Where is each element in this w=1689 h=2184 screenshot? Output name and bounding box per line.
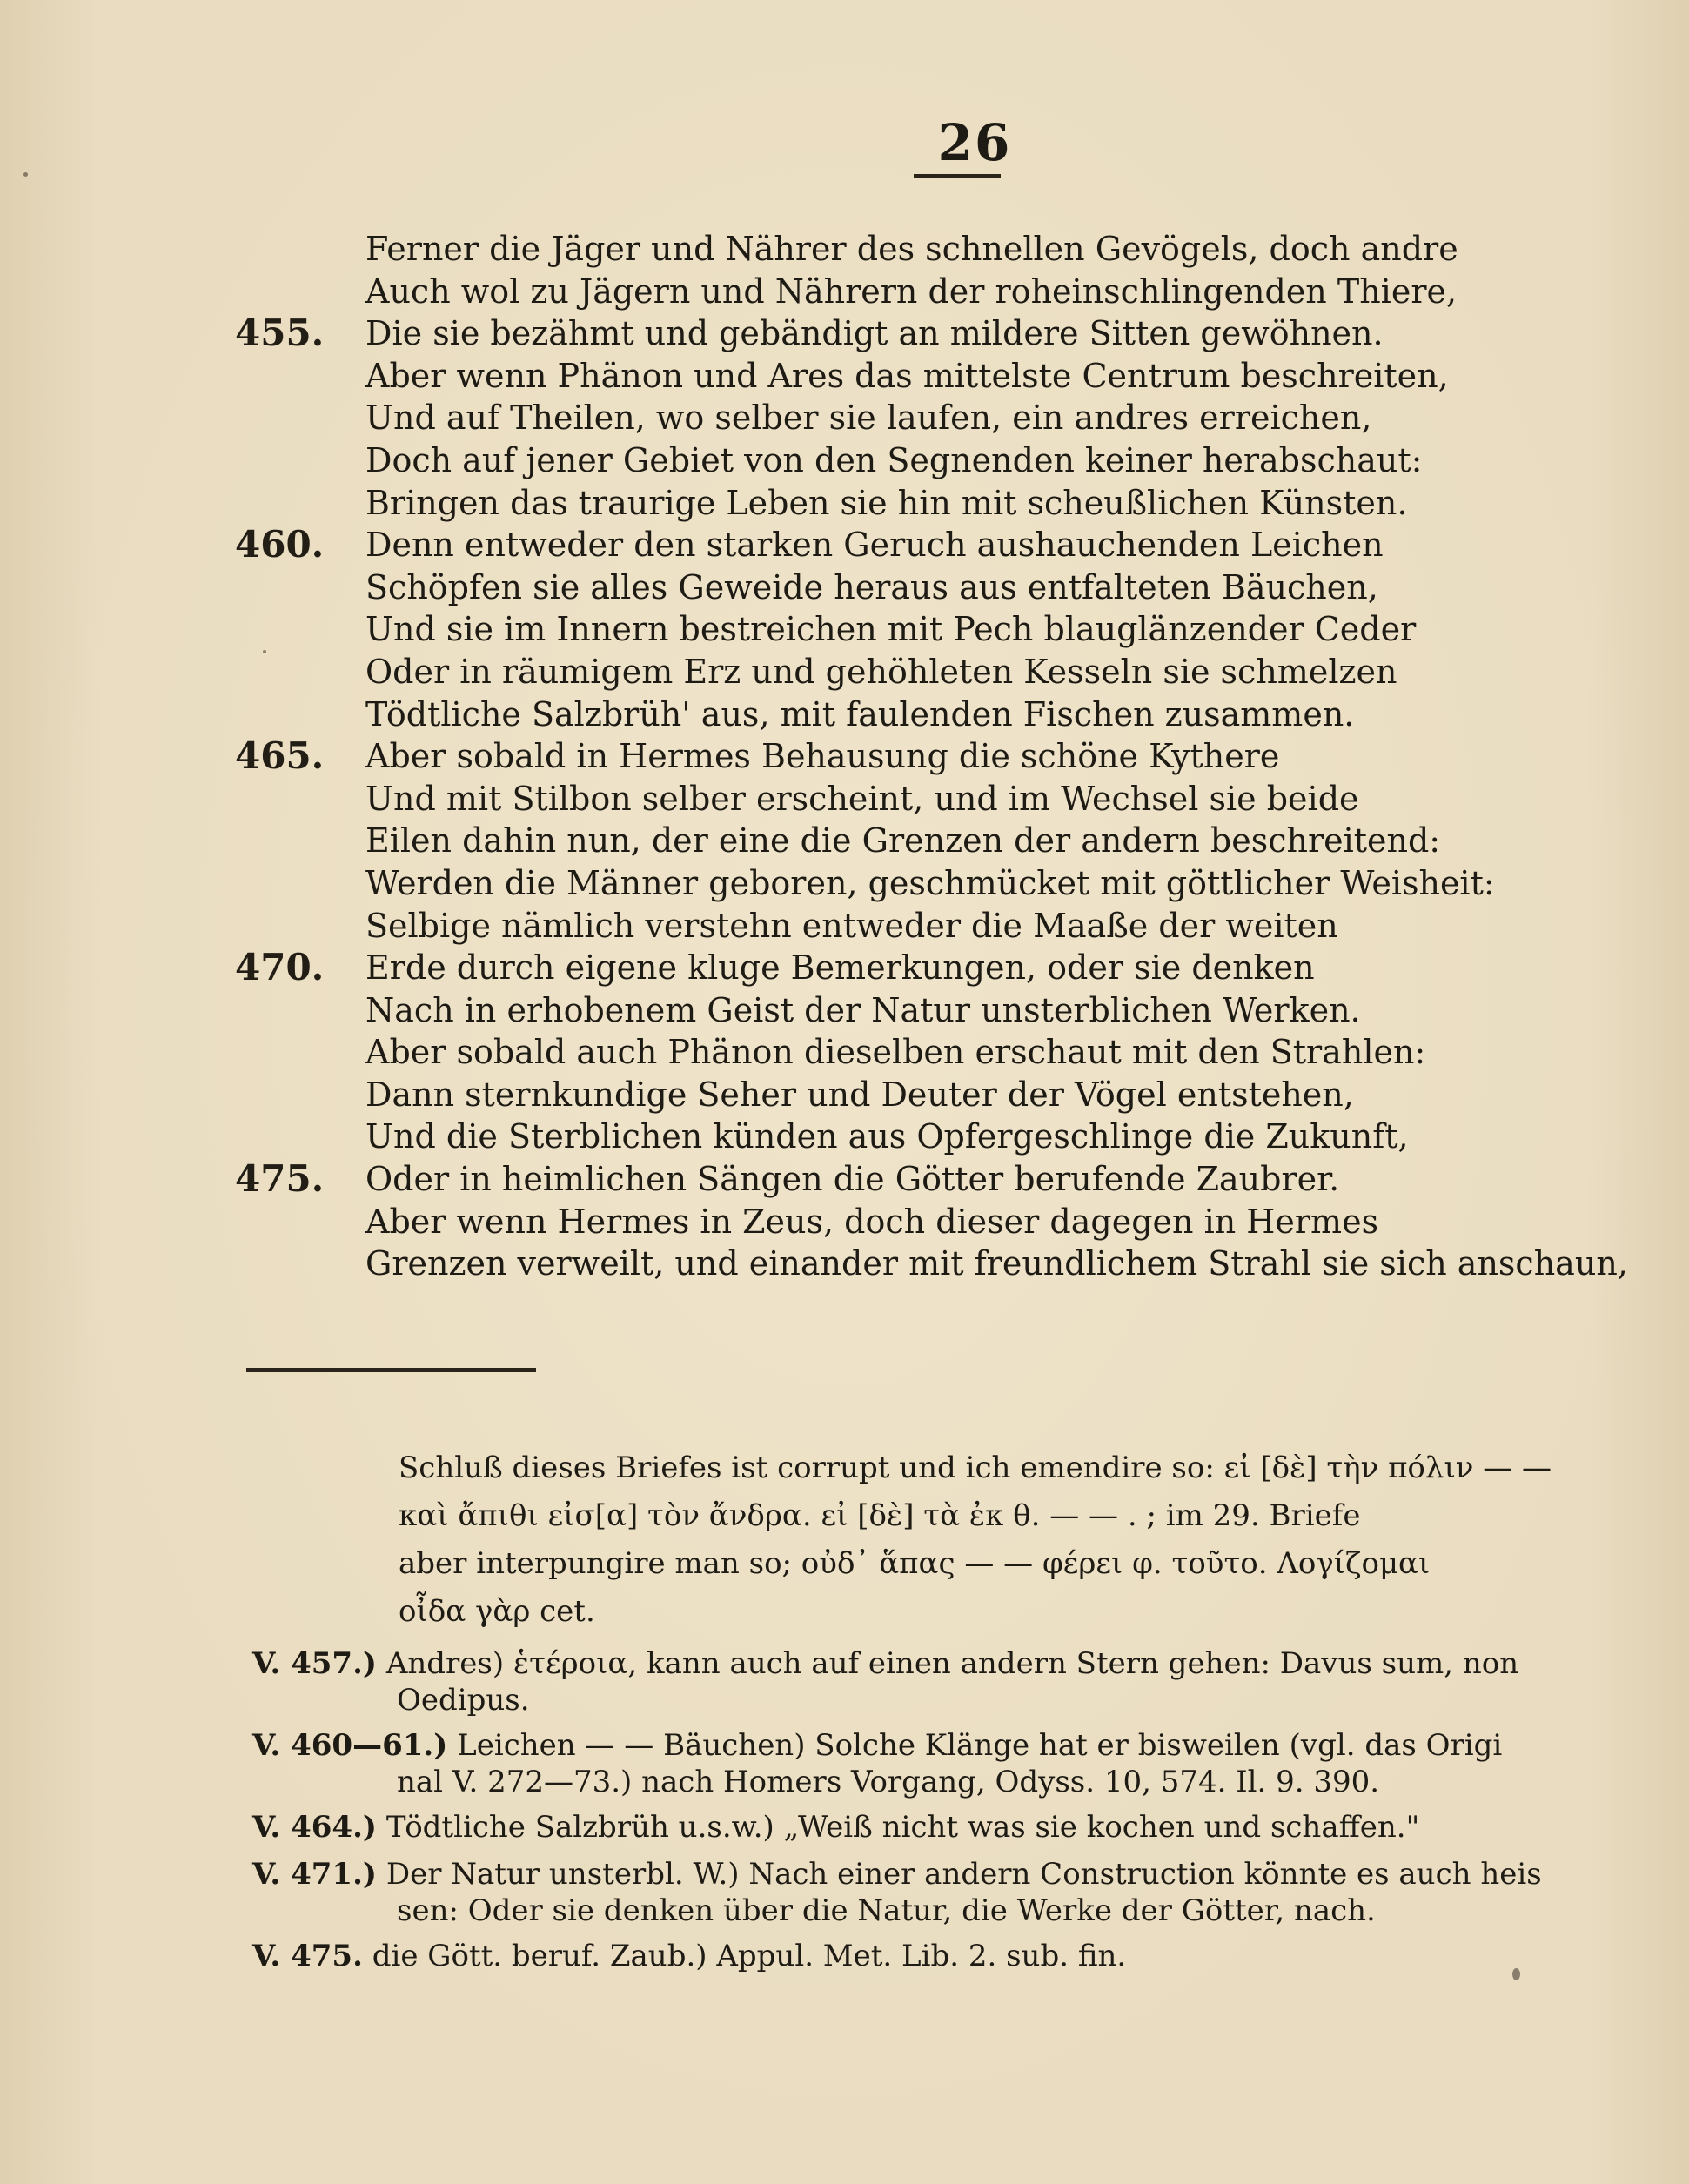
verse-line: [235, 355, 1627, 398]
verse-reference: V. 457.): [252, 1646, 378, 1681]
verse-reference: V. 475.: [252, 1939, 363, 1973]
note-entry: [252, 1726, 1662, 1799]
note-text: Andres) ἑτέροια, kann auch auf einen andern Stern gehen: Davus sum, non: [385, 1646, 1519, 1681]
verse-reference: V. 460—61.): [252, 1728, 448, 1763]
note-entry: [252, 1937, 1662, 1975]
note-head: [252, 1808, 1662, 1846]
verse-text: Aber wenn Hermes in Zeus, doch dieser dagegen in Hermes: [365, 1202, 1379, 1241]
verse-line: [235, 524, 1627, 566]
verse-line: [235, 1074, 1627, 1116]
verse-text: Tödtliche Salzbrüh' aus, mit faulenden Fischen zusammen.: [365, 694, 1355, 734]
note-entry: [252, 1855, 1662, 1928]
note-head: [252, 1937, 1662, 1975]
verse-text: Dann sternkundige Seher und Deuter der Vögel entstehen,: [365, 1075, 1354, 1114]
footnote-intro-line: aber interpungire man so; οὐδ᾽ ἅπας — — φέρει φ. τοῦτο. Λογίζομαι: [399, 1546, 1431, 1581]
verse-line: [235, 778, 1627, 821]
verse-number: 470.: [235, 946, 325, 989]
note-head: [252, 1855, 1662, 1893]
verse-line: [235, 566, 1627, 609]
note-text: Tödtliche Salzbrüh u.s.w.) „Weiß nicht was sie kochen und schaffen.": [385, 1810, 1420, 1845]
note-entry: [252, 1808, 1662, 1846]
verse-line: [235, 1201, 1627, 1243]
verse-block: [235, 228, 1627, 1285]
verse-line: [235, 312, 1627, 355]
verse-line: [235, 1115, 1627, 1158]
verse-line: [235, 271, 1627, 313]
verse-text: Aber sobald auch Phänon dieselben erschaut mit den Strahlen:: [365, 1033, 1426, 1072]
note-text: die Gött. beruf. Zaub.) Appul. Met. Lib. 2. sub. fin.: [372, 1939, 1127, 1973]
verse-text: Aber wenn Phänon und Ares das mittelste Centrum beschreiten,: [365, 356, 1449, 395]
verse-line: [235, 862, 1627, 905]
verse-text: Doch auf jener Gebiet von den Segnenden keiner herabschaut:: [365, 440, 1423, 479]
verse-text: Die sie bezähmt und gebändigt an mildere Sitten gewöhnen.: [365, 314, 1384, 353]
verse-line: [235, 651, 1627, 693]
note-head: [252, 1645, 1662, 1683]
scan-speck: [23, 172, 28, 177]
verse-line: [235, 439, 1627, 482]
verse-text: Nach in erhobenem Geist der Natur unsterblichen Werken.: [365, 990, 1361, 1029]
verse-line: [235, 820, 1627, 862]
page-number: 26: [937, 113, 1012, 172]
verse-line: [235, 735, 1627, 778]
verse-number: 475.: [235, 1157, 325, 1201]
verse-line: [235, 905, 1627, 948]
verse-line: [235, 608, 1627, 651]
verse-text: Und mit Stilbon selber erscheint, und im Wechsel sie beide: [365, 779, 1359, 818]
verse-text: Aber sobald in Hermes Behausung die schöne Kythere: [365, 737, 1280, 776]
verse-line: [235, 1243, 1627, 1285]
footnote-separator: [246, 1368, 536, 1372]
verse-line: [235, 989, 1627, 1032]
verse-text: Selbige nämlich verstehn entweder die Maaße der weiten: [365, 906, 1338, 945]
page-number-underline: [914, 174, 1001, 178]
note-continuation: sen: Oder sie denken über die Natur, die Werke der Götter, nach.: [397, 1893, 1376, 1928]
footnote-intro-line: καὶ ἄπιθι εἰσ[α] τὸν ἄνδρα. εἰ [δὲ] τὰ ἐκ θ. — — . ; im 29. Briefe: [399, 1498, 1361, 1533]
verse-line: [235, 947, 1627, 989]
footnote-intro-line: οἶδα γὰρ cet.: [399, 1594, 595, 1629]
verse-text: Werden die Männer geboren, geschmücket mit göttlicher Weisheit:: [365, 863, 1495, 902]
verse-line: [235, 228, 1627, 271]
verse-text: Oder in räumigem Erz und gehöhleten Kesseln sie schmelzen: [365, 652, 1397, 691]
verse-text: Oder in heimlichen Sängen die Götter berufende Zaubrer.: [365, 1160, 1340, 1199]
note-text: Leichen — — Bäuchen) Solche Klänge hat er bisweilen (vgl. das Origi: [457, 1728, 1503, 1763]
note-continuation: Oedipus.: [397, 1683, 530, 1718]
verse-number: 465.: [235, 734, 325, 778]
verse-line: [235, 1031, 1627, 1074]
verse-number: 455.: [235, 312, 325, 355]
verse-line: [235, 397, 1627, 439]
verse-text: Auch wol zu Jägern und Nährern der roheinschlingenden Thiere,: [365, 271, 1458, 311]
verse-line: [235, 1158, 1627, 1201]
verse-text: Und auf Theilen, wo selber sie laufen, ein andres erreichen,: [365, 399, 1372, 438]
scan-speck: [1512, 1968, 1520, 1980]
footnotes: [252, 1444, 1662, 1975]
verse-text: Grenzen verweilt, und einander mit freundlichem Strahl sie sich anschaun,: [365, 1244, 1628, 1283]
note-continuation: nal V. 272—73.) nach Homers Vorgang, Odyss. 10, 574. Il. 9. 390.: [397, 1765, 1380, 1799]
note-entry: [252, 1645, 1662, 1718]
verse-text: Erde durch eigene kluge Bemerkungen, oder sie denken: [365, 948, 1315, 988]
verse-text: Bringen das traurige Leben sie hin mit scheußlichen Künsten.: [365, 483, 1408, 522]
verse-reference: V. 471.): [252, 1857, 378, 1892]
verse-reference: V. 464.): [252, 1810, 378, 1845]
verse-text: Eilen dahin nun, der eine die Grenzen der andern beschreitend:: [365, 821, 1441, 861]
scan-speck: [263, 650, 266, 653]
verse-line: [235, 693, 1627, 736]
verse-line: [235, 482, 1627, 525]
verse-number: 460.: [235, 523, 325, 566]
verse-text: Ferner die Jäger und Nährer des schnellen Gevögels, doch andre: [365, 230, 1458, 268]
verse-text: Denn entweder den starken Geruch aushauchenden Leichen: [365, 526, 1384, 565]
footnote-intro-line: Schluß dieses Briefes ist corrupt und ich emendire so: εἰ [δὲ] τὴν πόλιν — —: [399, 1450, 1552, 1485]
verse-text: Und sie im Innern bestreichen mit Pech blauglänzender Ceder: [365, 610, 1417, 649]
verse-text: Schöpfen sie alles Geweide heraus aus entfalteten Bäuchen,: [365, 567, 1378, 606]
note-head: [252, 1726, 1662, 1765]
note-text: Der Natur unsterbl. W.) Nach einer andern Construction könnte es auch heis: [385, 1857, 1542, 1892]
verse-text: Und die Sterblichen künden aus Opfergeschlinge die Zukunft,: [365, 1117, 1409, 1156]
